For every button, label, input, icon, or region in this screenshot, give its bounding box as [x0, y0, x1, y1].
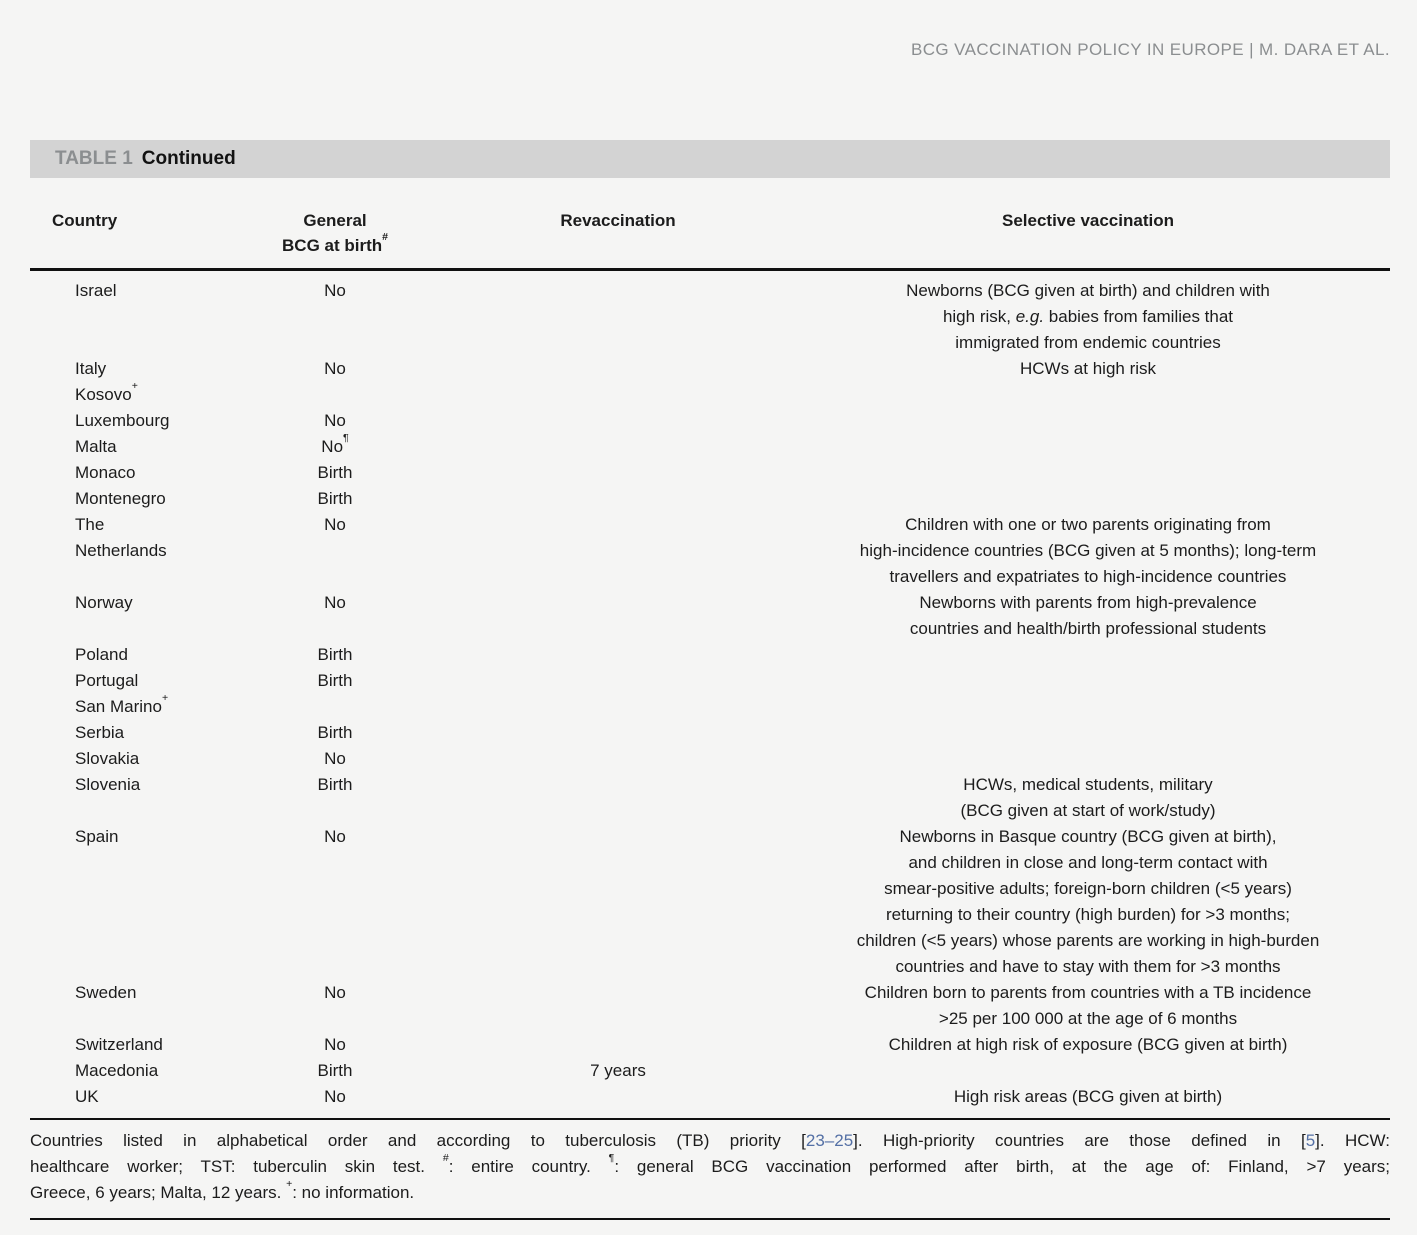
cell-selective-vaccination [786, 980, 1390, 1032]
cell-general-bcg [220, 824, 450, 980]
country-name: Slovenia [75, 775, 141, 794]
cell-revaccination [450, 980, 786, 1032]
cell-revaccination [450, 590, 786, 642]
cell-country [30, 772, 220, 824]
cell-country [30, 1032, 220, 1058]
cell-revaccination [450, 270, 786, 357]
cell-country [30, 270, 220, 357]
selective-vaccination-line: HCWs at high risk [1019, 359, 1157, 378]
table-row [30, 1058, 1390, 1084]
bcg-at-birth-value: Birth [317, 723, 353, 742]
bcg-at-birth-value: Birth [317, 1061, 353, 1080]
cell-general-bcg [220, 772, 450, 824]
table-continued-label: Continued [141, 148, 236, 169]
cell-general-bcg [220, 642, 450, 668]
selective-vaccination-line: (BCG given at start of work/study) [960, 801, 1216, 820]
cell-selective-vaccination [786, 642, 1390, 668]
cell-country [30, 746, 220, 772]
cell-country [30, 1084, 220, 1119]
table-row [30, 460, 1390, 486]
selective-vaccination-line: countries and have to stay with them for >3 months [895, 957, 1281, 976]
column-header-revaccination: Revaccination [560, 211, 676, 230]
table-row [30, 1032, 1390, 1058]
cell-general-bcg [220, 382, 450, 408]
country-name: Kosovo+ [75, 379, 138, 404]
cell-revaccination [450, 434, 786, 460]
table-row [30, 720, 1390, 746]
revaccination-value: 7 years [590, 1061, 646, 1080]
country-name: Malta [75, 437, 117, 456]
cell-general-bcg [220, 460, 450, 486]
footnote-text: healthcare worker; TST: tuberculin skin test. [30, 1157, 443, 1176]
cell-revaccination [450, 1058, 786, 1084]
table-row [30, 434, 1390, 460]
cell-country [30, 356, 220, 382]
cell-revaccination [450, 772, 786, 824]
bottom-rule [30, 1218, 1390, 1220]
bcg-at-birth-value: No [324, 827, 346, 846]
selective-vaccination-line: smear-positive adults; foreign-born children (<5 years) [884, 879, 1292, 898]
table-row [30, 590, 1390, 642]
country-name: Serbia [75, 723, 125, 742]
cell-general-bcg [220, 356, 450, 382]
vaccination-policy-table [30, 178, 1390, 1120]
table-row [30, 772, 1390, 824]
country-name: Israel [75, 281, 117, 300]
table-row [30, 408, 1390, 434]
country-name: Montenegro [75, 489, 166, 508]
cell-general-bcg [220, 746, 450, 772]
cell-general-bcg [220, 431, 450, 460]
cell-revaccination [450, 512, 786, 590]
cell-country [30, 980, 220, 1032]
footnote-marker: # [382, 230, 388, 243]
cell-revaccination [450, 486, 786, 512]
country-name: Spain [75, 827, 119, 846]
table-row [30, 642, 1390, 668]
selective-vaccination-line: Children born to parents from countries with a TB incidence [864, 983, 1312, 1002]
selective-vaccination-line: >25 per 100 000 at the age of 6 months [938, 1009, 1238, 1028]
cell-revaccination [450, 824, 786, 980]
table-row [30, 824, 1390, 980]
footnote-text: Countries listed in alphabetical order and according to tuberculosis (TB) priority [ [30, 1131, 806, 1150]
cell-revaccination [450, 694, 786, 720]
cell-country [30, 720, 220, 746]
cell-selective-vaccination [786, 486, 1390, 512]
cell-selective-vaccination [786, 720, 1390, 746]
table-row [30, 980, 1390, 1032]
selective-vaccination-line: HCWs, medical students, military [963, 775, 1213, 794]
cell-country [30, 590, 220, 642]
cell-selective-vaccination [786, 408, 1390, 434]
cell-selective-vaccination [786, 512, 1390, 590]
cell-country [30, 691, 220, 720]
selective-vaccination-line: countries and health/birth professional students [909, 619, 1267, 638]
bcg-at-birth-value: No [324, 1087, 346, 1106]
cell-general-bcg [220, 1032, 450, 1058]
selective-vaccination-line: Newborns with parents from high-prevalence [919, 593, 1257, 612]
cell-selective-vaccination [786, 590, 1390, 642]
cell-selective-vaccination [786, 356, 1390, 382]
cell-revaccination [450, 460, 786, 486]
cell-revaccination [450, 642, 786, 668]
selective-vaccination-line: travellers and expatriates to high-incidence countries [889, 567, 1287, 586]
footnote-text: : entire country. [448, 1157, 609, 1176]
country-name: Monaco [75, 463, 136, 482]
selective-vaccination-line: returning to their country (high burden) for >3 months; [886, 905, 1290, 924]
bcg-at-birth-value: No [321, 437, 344, 456]
table-footnote [30, 1128, 1390, 1206]
cell-general-bcg [220, 668, 450, 694]
cell-revaccination [450, 746, 786, 772]
cell-revaccination [450, 1084, 786, 1119]
country-name: Sweden [75, 983, 137, 1002]
selective-vaccination-line: immigrated from endemic countries [955, 333, 1221, 352]
table-header-row [30, 178, 1390, 270]
country-name: Norway [75, 593, 133, 612]
cell-selective-vaccination [786, 1058, 1390, 1084]
cell-selective-vaccination [786, 1084, 1390, 1119]
cell-selective-vaccination [786, 460, 1390, 486]
table-row [30, 512, 1390, 590]
selective-vaccination-line: high risk, e.g. babies from families that [942, 307, 1234, 326]
footnote-text: : general BCG vaccination performed after birth, at the age of: Finland, >7 years; [614, 1157, 1390, 1176]
cell-general-bcg [220, 1084, 450, 1119]
selective-vaccination-line: and children in close and long-term contact with [908, 853, 1268, 872]
cell-selective-vaccination [786, 382, 1390, 408]
footnote-text: ]. High-priority countries are those defined in [ [853, 1131, 1306, 1150]
country-name: Slovakia [75, 749, 140, 768]
cell-country [30, 379, 220, 408]
running-head: BCG VACCINATION POLICY IN EUROPE | M. DARA ET AL. [910, 40, 1390, 59]
bcg-at-birth-value: No [324, 515, 346, 534]
table-body [30, 270, 1390, 1120]
cell-revaccination [450, 668, 786, 694]
cell-general-bcg [220, 486, 450, 512]
bcg-at-birth-value: No [324, 359, 346, 378]
cell-selective-vaccination [786, 746, 1390, 772]
cell-revaccination [450, 408, 786, 434]
footnote-marker: + [161, 691, 169, 704]
country-name: Italy [75, 359, 107, 378]
cell-country [30, 824, 220, 980]
cell-selective-vaccination [786, 434, 1390, 460]
table-row [30, 668, 1390, 694]
selective-vaccination-line: High risk areas (BCG given at birth) [953, 1087, 1223, 1106]
column-header-general-line2: BCG at birth# [282, 230, 388, 255]
cell-country [30, 642, 220, 668]
bcg-at-birth-value: No [324, 281, 346, 300]
cell-selective-vaccination [786, 772, 1390, 824]
country-name: Netherlands [75, 541, 167, 560]
cell-selective-vaccination [786, 668, 1390, 694]
cell-selective-vaccination [786, 270, 1390, 357]
bcg-at-birth-value: No [324, 749, 346, 768]
bcg-at-birth-value: Birth [317, 671, 353, 690]
table-row [30, 486, 1390, 512]
column-header-general-bcg [220, 178, 450, 270]
table-row [30, 270, 1390, 357]
cell-country [30, 408, 220, 434]
selective-vaccination-line: Newborns (BCG given at birth) and children with [906, 281, 1270, 300]
country-name: UK [75, 1087, 99, 1106]
cell-general-bcg [220, 1058, 450, 1084]
cell-country [30, 460, 220, 486]
selective-vaccination-line: children (<5 years) whose parents are working in high-burden [856, 931, 1320, 950]
bcg-at-birth-value: Birth [317, 463, 353, 482]
country-name: Switzerland [75, 1035, 163, 1054]
column-header-selective-vaccination: Selective vaccination [1002, 211, 1174, 230]
table-row [30, 382, 1390, 408]
selective-vaccination-line: high-incidence countries (BCG given at 5 months); long-term [859, 541, 1317, 560]
footnote-line [30, 1151, 1390, 1180]
footnote-marker: ¶ [343, 431, 349, 444]
footnote-marker: # [442, 1151, 449, 1164]
bcg-at-birth-value: Birth [317, 775, 353, 794]
table-title-bar [30, 140, 1390, 178]
footnote-text: : no information. [292, 1183, 415, 1202]
bcg-at-birth-value: Birth [317, 645, 353, 664]
footnote-text: Greece, 6 years; Malta, 12 years. [30, 1183, 287, 1202]
cell-general-bcg [220, 512, 450, 590]
bcg-at-birth-value: No [324, 593, 346, 612]
cell-country [30, 1058, 220, 1084]
bcg-at-birth-value: No [324, 983, 346, 1002]
cell-revaccination [450, 720, 786, 746]
cell-country [30, 486, 220, 512]
table-row [30, 694, 1390, 720]
cell-revaccination [450, 382, 786, 408]
footnote-line [30, 1177, 1390, 1206]
selective-vaccination-line: Children at high risk of exposure (BCG given at birth) [888, 1035, 1288, 1054]
cell-general-bcg [220, 980, 450, 1032]
cell-general-bcg [220, 694, 450, 720]
column-header-general-line1: General [303, 211, 367, 230]
country-name: Luxembourg [75, 411, 170, 430]
cell-general-bcg [220, 408, 450, 434]
cell-country [30, 434, 220, 460]
footnote-text: ]. HCW: [1315, 1131, 1391, 1150]
bcg-at-birth-value: Birth [317, 489, 353, 508]
cell-country [30, 512, 220, 590]
table-row [30, 1084, 1390, 1119]
bcg-at-birth-value: No [324, 411, 346, 430]
citation-link[interactable]: 23–25 [805, 1131, 854, 1150]
table-row [30, 746, 1390, 772]
cell-revaccination [450, 1032, 786, 1058]
cell-general-bcg [220, 270, 450, 357]
cell-general-bcg [220, 720, 450, 746]
footnote-marker: + [131, 379, 138, 392]
cell-general-bcg [220, 590, 450, 642]
bcg-at-birth-value: No [324, 1035, 346, 1054]
country-name: Poland [75, 645, 128, 664]
footnote-marker: + [286, 1177, 293, 1190]
cell-country [30, 668, 220, 694]
footnote-line [30, 1128, 1390, 1154]
selective-vaccination-line: Children with one or two parents originating from [905, 515, 1271, 534]
cell-revaccination [450, 356, 786, 382]
table-row [30, 356, 1390, 382]
country-name: Macedonia [75, 1061, 159, 1080]
cell-selective-vaccination [786, 694, 1390, 720]
citation-link[interactable]: 5 [1305, 1131, 1316, 1150]
country-name: Portugal [75, 671, 139, 690]
country-name: The [75, 515, 105, 534]
country-name: San Marino+ [75, 691, 169, 716]
column-header-country: Country [52, 211, 118, 230]
table-number: TABLE 1 [55, 148, 133, 169]
cell-selective-vaccination [786, 824, 1390, 980]
footnote-marker: ¶ [608, 1151, 615, 1164]
cell-selective-vaccination [786, 1032, 1390, 1058]
selective-vaccination-line: Newborns in Basque country (BCG given at birth), [899, 827, 1277, 846]
